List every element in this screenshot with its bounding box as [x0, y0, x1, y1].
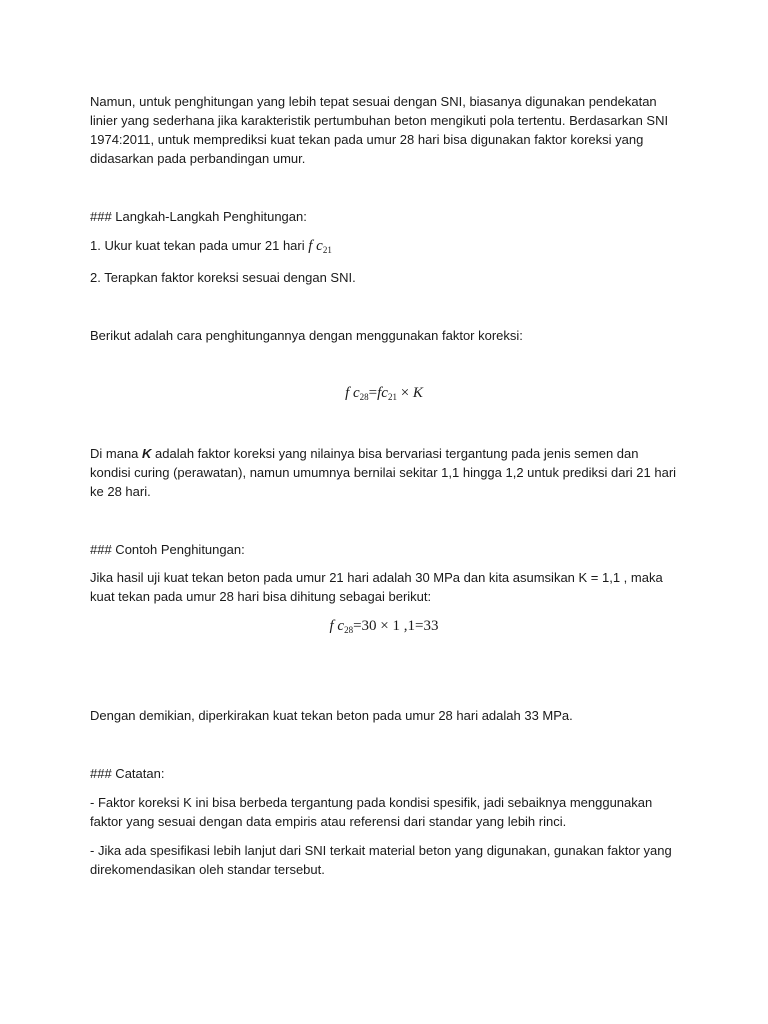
- k-symbol: K: [142, 446, 152, 461]
- steps-heading: ### Langkah-Langkah Penghitungan:: [90, 209, 307, 224]
- formula-example: [0, 616, 768, 636]
- formula-example-lhs: f c: [329, 618, 345, 634]
- step-1: [90, 236, 680, 256]
- step-2: 2. Terapkan faktor koreksi sesuai dengan SNI.: [90, 270, 356, 285]
- k-explanation-before: Di mana: [90, 446, 143, 461]
- step-1-math-sub: 21: [322, 245, 332, 255]
- example-heading: ### Contoh Penghitungan:: [90, 542, 245, 557]
- formula-general-k: K: [412, 385, 423, 401]
- formula-general-equals: =: [368, 385, 378, 401]
- step-1-math: [308, 238, 332, 254]
- formula-example-rhs: =30 × 1 ,1=33: [353, 618, 439, 634]
- formula-general-rhs-sub: 21: [387, 392, 397, 402]
- formula-general-times: ×: [396, 385, 413, 401]
- formula-example-lhs-sub: 28: [344, 625, 354, 635]
- example-paragraph: Jika hasil uji kuat tekan beton pada umur 21 hari adalah 30 MPa dan kita asumsikan K = 1,1 , maka kuat tekan pada umur 28 hari bisa dihitung sebagai berikut:: [90, 570, 663, 604]
- step-1-text: 1. Ukur kuat tekan pada umur 21 hari: [90, 238, 309, 253]
- formula-general: [0, 383, 768, 403]
- k-explanation-after: adalah faktor koreksi yang nilainya bisa bervariasi tergantung pada jenis semen dan kondisi curing (perawatan), namun umumnya bernilai sekitar 1,1 hingga 1,2 untuk prediksi dari 21 hari ke 28 hari.: [90, 446, 677, 499]
- method-paragraph: Berikut adalah cara penghitungannya dengan menggunakan faktor koreksi:: [90, 328, 523, 343]
- formula-general-lhs: f c: [345, 385, 360, 401]
- intro-paragraph: Namun, untuk penghitungan yang lebih tepat sesuai dengan SNI, biasanya digunakan pendekatan linier yang sederhana jika karakteristik pertumbuhan beton mengikuti pola tertentu. Berdasarkan SNI 1974:2011, untuk memprediksi kuat tekan pada umur 28 hari bisa digunakan faktor koreksi yang didasarkan pada perbandingan umur.: [90, 94, 669, 166]
- step-1-math-base: f c: [308, 238, 323, 254]
- formula-general-lhs-sub: 28: [359, 392, 369, 402]
- formula-general-rhs: fc: [377, 385, 388, 401]
- note-1: - Faktor koreksi K ini bisa berbeda tergantung pada kondisi spesifik, jadi sebaiknya menggunakan faktor yang sesuai dengan data empiris atau referensi dari standar yang lebih rinci.: [90, 795, 653, 829]
- k-explanation-paragraph: [90, 444, 680, 501]
- conclusion-paragraph: Dengan demikian, diperkirakan kuat tekan beton pada umur 28 hari adalah 33 MPa.: [90, 708, 573, 723]
- note-2: - Jika ada spesifikasi lebih lanjut dari SNI terkait material beton yang digunakan, gunakan faktor yang direkomendasikan oleh standar tersebut.: [90, 843, 672, 877]
- notes-heading: ### Catatan:: [90, 766, 165, 781]
